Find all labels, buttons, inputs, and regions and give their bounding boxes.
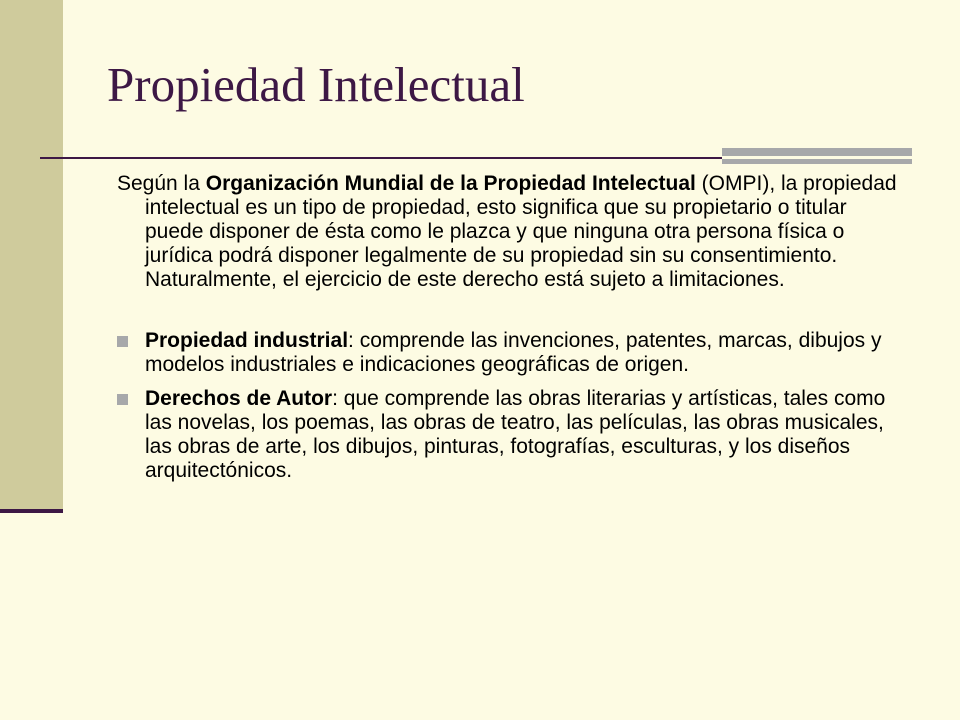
bullet-text: : comprende las invenciones, patentes, marcas, dibujos y modelos industriales e indicaciones geográficas de origen.	[145, 329, 882, 376]
bullet-text: : que comprende las obras literarias y artísticas, tales como las novelas, los poemas, las obras de teatro, las películas, las obras musicales, las obras de arte, los dibujos, pinturas, fotografías, esculturas, y los diseños arquitectónicos.	[145, 387, 886, 482]
bullet-list	[117, 329, 907, 483]
intro-text: (OMPI), la propiedad intelectual es un tipo de propiedad, esto significa que su propietario o titular puede disponer de ésta como le plazca y que ninguna otra persona física o jurídica podrá disponer legalmente de su propiedad sin su consentimiento. Naturalmente, el ejercicio de este derecho está sujeto a limitaciones.	[145, 172, 897, 291]
slide-body	[117, 172, 907, 493]
left-band-rule	[0, 509, 63, 513]
intro-paragraph	[117, 172, 907, 292]
bullet-item	[117, 329, 907, 377]
bullet-term: Derechos de Autor	[145, 387, 333, 410]
bullet-term: Propiedad industrial	[145, 329, 349, 352]
intro-organization-name: Organización Mundial de la Propiedad Intelectual	[205, 172, 696, 195]
square-bullet-icon	[117, 336, 128, 347]
left-decorative-band	[0, 0, 63, 512]
bullet-item	[117, 387, 907, 483]
intro-prefix: Según la	[117, 172, 206, 195]
title-divider-accent	[722, 148, 912, 164]
slide-title: Propiedad Intelectual	[107, 57, 525, 112]
square-bullet-icon	[117, 394, 128, 405]
